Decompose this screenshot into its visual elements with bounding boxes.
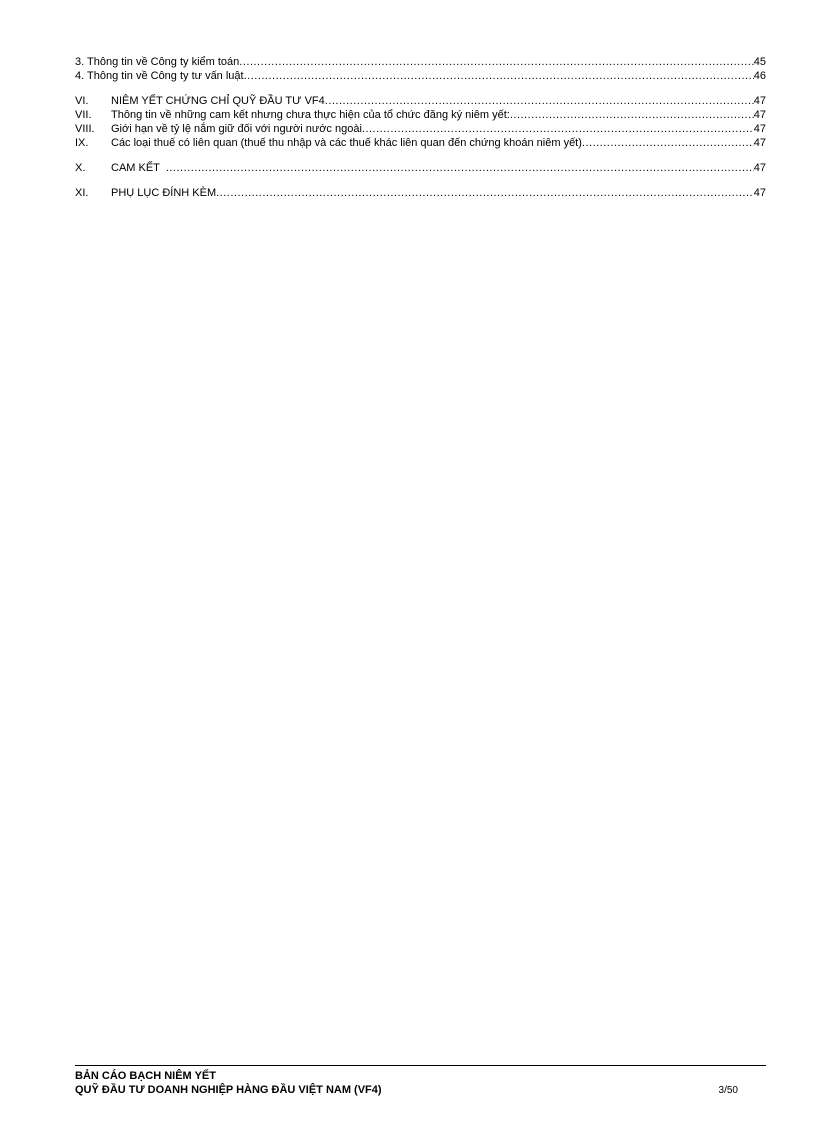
toc-leader-dots <box>244 69 754 83</box>
toc-entry-legal-advisor[interactable] <box>75 69 766 83</box>
toc-entry-title: Các loại thuế có liên quan (thuế thu nhập và các thuế khác liên quan đến chứng khoán niêm yết) <box>111 137 582 149</box>
toc-entry-pledge[interactable] <box>75 161 766 175</box>
toc-leader-dots <box>325 94 754 108</box>
toc-entry-title: CAM KẾT <box>111 162 166 174</box>
toc-entry-page: 47 <box>753 95 766 107</box>
toc-entry-page: 46 <box>753 70 766 82</box>
toc-entry-title: Giới hạn về tỷ lệ nắm giữ đối với người nước ngoài <box>111 123 362 135</box>
toc-entry-appendix[interactable] <box>75 186 766 200</box>
toc-leader-dots <box>216 186 754 200</box>
toc-entry-commitments[interactable] <box>75 108 766 122</box>
toc-entry-foreign-ownership[interactable] <box>75 122 766 136</box>
toc-entry-page: 45 <box>753 56 766 68</box>
toc-entry-page: 47 <box>753 109 766 121</box>
table-of-contents <box>75 55 766 200</box>
toc-leader-dots <box>362 122 754 136</box>
toc-entry-title: 4. Thông tin về Công ty tư vấn luật <box>75 70 244 82</box>
toc-leader-dots <box>166 161 754 175</box>
toc-entry-listing[interactable] <box>75 94 766 108</box>
toc-entry-page: 47 <box>753 123 766 135</box>
footer-row <box>75 1083 766 1097</box>
toc-entry-page: 47 <box>753 137 766 149</box>
footer-fund-name: QUỸ ĐẦU TƯ DOANH NGHIỆP HÀNG ĐẦU VIỆT NAM (VF4) <box>75 1084 382 1096</box>
page-number: 3/50 <box>718 1085 738 1096</box>
page-footer <box>75 1065 766 1097</box>
toc-entry-title: 3. Thông tin về Công ty kiểm toán <box>75 56 240 68</box>
toc-entry-auditor[interactable] <box>75 55 766 69</box>
toc-leader-dots <box>510 108 754 122</box>
toc-entry-title: Thông tin về những cam kết nhưng chưa thực hiện của tổ chức đăng ký niêm yết: <box>111 109 510 121</box>
toc-entry-title: PHỤ LỤC ĐÍNH KÈM <box>111 187 217 199</box>
toc-entry-page: 47 <box>753 187 766 199</box>
toc-entry-number: VI. <box>75 95 89 107</box>
toc-entry-number: VIII. <box>75 123 95 135</box>
toc-entry-number: IX. <box>75 137 89 149</box>
toc-leader-dots <box>582 136 754 150</box>
toc-entry-taxes[interactable] <box>75 136 766 150</box>
toc-leader-dots <box>239 55 753 69</box>
toc-entry-title: NIÊM YẾT CHỨNG CHỈ QUỸ ĐẦU TƯ VF4 <box>111 95 325 107</box>
toc-entry-page: 47 <box>753 162 766 174</box>
toc-entry-number: VII. <box>75 109 92 121</box>
toc-entry-number: XI. <box>75 187 89 199</box>
footer-document-title: BẢN CÁO BẠCH NIÊM YẾT <box>75 1070 216 1082</box>
toc-entry-number: X. <box>75 162 86 174</box>
